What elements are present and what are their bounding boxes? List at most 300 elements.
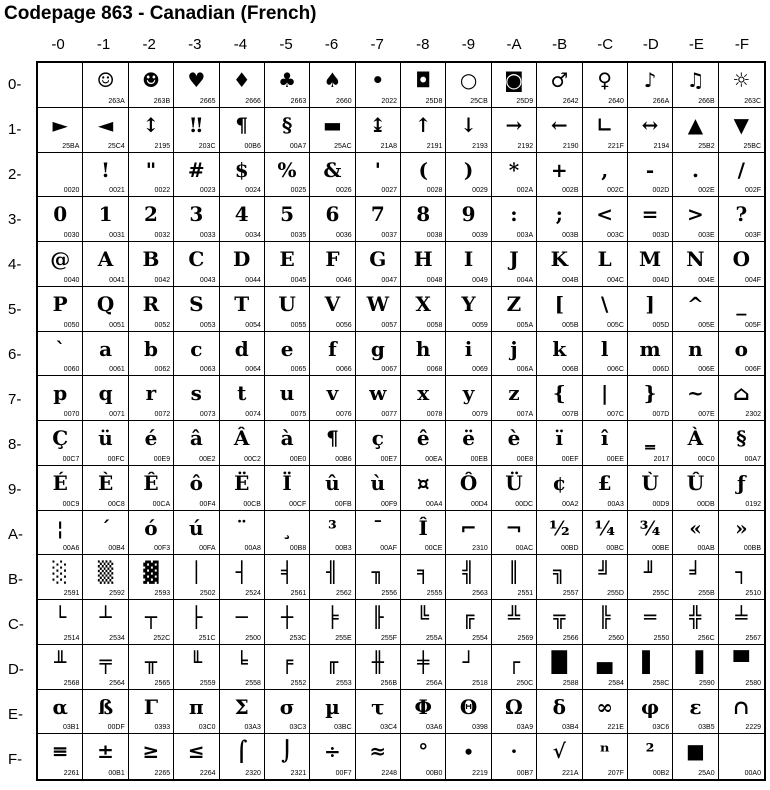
- char-cell: [446, 197, 491, 242]
- unicode-code: 2321: [290, 770, 307, 777]
- unicode-code: 21A8: [380, 142, 397, 150]
- char-glyph: █: [551, 649, 567, 674]
- char-cell: [38, 734, 83, 779]
- char-glyph: 1: [98, 202, 113, 227]
- unicode-code: 007B: [562, 411, 579, 418]
- char-cell: [129, 600, 174, 645]
- char-cell: [310, 421, 355, 466]
- unicode-code: 0079: [472, 411, 488, 418]
- char-glyph: u: [279, 381, 295, 406]
- char-glyph: ░: [52, 560, 68, 585]
- char-cell: [446, 287, 491, 332]
- char-glyph: ═: [644, 605, 657, 629]
- char-glyph: ♣: [278, 68, 297, 92]
- char-cell: [220, 466, 265, 511]
- unicode-code: 2510: [745, 590, 761, 597]
- char-glyph: U: [278, 291, 296, 316]
- char-glyph: ╥: [144, 649, 157, 674]
- char-cell: [673, 734, 718, 779]
- unicode-code: 004A: [516, 276, 534, 284]
- char-glyph: I: [463, 247, 474, 271]
- char-cell: [446, 600, 491, 645]
- char-glyph: τ: [371, 694, 385, 719]
- char-glyph: ': [374, 157, 381, 182]
- char-cell: [446, 511, 491, 556]
- char-glyph: ╠: [598, 605, 611, 629]
- unicode-code: 258C: [652, 679, 670, 687]
- unicode-code: 2190: [562, 142, 579, 150]
- char-glyph: ╨: [54, 649, 67, 674]
- unicode-code: 0078: [426, 411, 443, 418]
- char-glyph: 9: [461, 202, 476, 227]
- unicode-code: 00AC: [515, 545, 534, 553]
- char-cell: [310, 108, 355, 153]
- unicode-code: 25C4: [108, 142, 125, 150]
- unicode-code: 0055: [290, 321, 307, 329]
- char-cell: [174, 242, 219, 287]
- char-glyph: ∙: [463, 739, 474, 764]
- char-cell: [673, 153, 718, 198]
- char-cell: [310, 466, 355, 511]
- char-cell: [401, 555, 446, 600]
- char-cell: [583, 242, 628, 287]
- char-cell: [537, 690, 582, 735]
- char-cell: [83, 108, 128, 153]
- char-cell: [129, 511, 174, 556]
- char-cell: [265, 376, 310, 421]
- char-cell: [673, 690, 718, 735]
- unicode-code: 00BD: [560, 545, 579, 553]
- unicode-code: 2017: [653, 455, 670, 463]
- char-glyph: T: [234, 291, 250, 316]
- char-cell: [401, 153, 446, 198]
- unicode-code: 00FB: [334, 500, 352, 508]
- unicode-code: 002A: [516, 187, 534, 195]
- char-cell: [492, 242, 537, 287]
- unicode-code: 004C: [607, 276, 624, 284]
- char-cell: [310, 376, 355, 421]
- char-cell: [537, 734, 582, 779]
- column-header: -D: [642, 36, 659, 53]
- char-glyph: `: [55, 336, 66, 361]
- char-glyph: Σ: [234, 694, 249, 719]
- char-glyph: ↔: [641, 112, 659, 137]
- unicode-code: 2534: [109, 634, 125, 642]
- unicode-code: 00E9: [153, 455, 171, 463]
- char-glyph: Θ: [459, 694, 478, 719]
- char-cell: [38, 108, 83, 153]
- unicode-code: 2192: [517, 142, 534, 150]
- unicode-code: 005B: [562, 321, 579, 329]
- unicode-code: 00FC: [107, 455, 125, 463]
- char-glyph: ": [145, 157, 157, 182]
- char-cell: [129, 421, 174, 466]
- char-cell: [537, 600, 582, 645]
- char-cell: [310, 734, 355, 779]
- char-cell: [174, 332, 219, 377]
- char-cell: [628, 466, 673, 511]
- char-glyph: L: [597, 247, 612, 271]
- char-cell: [492, 555, 537, 600]
- char-cell: [310, 555, 355, 600]
- char-cell: [583, 287, 628, 332]
- unicode-code: 0053: [199, 321, 216, 329]
- char-glyph: ┼: [281, 605, 294, 629]
- char-glyph: ←: [550, 112, 568, 137]
- unicode-code: 00B6: [335, 455, 352, 463]
- unicode-code: 003F: [745, 232, 761, 239]
- char-cell: [537, 242, 582, 287]
- unicode-code: 2022: [381, 97, 397, 105]
- char-glyph: Â: [233, 426, 250, 450]
- char-cell: [38, 332, 83, 377]
- unicode-code: 003E: [698, 232, 715, 239]
- char-glyph: >: [687, 202, 704, 227]
- char-cell: [129, 242, 174, 287]
- char-cell: [401, 645, 446, 690]
- char-glyph: a: [99, 336, 113, 361]
- unicode-code: 2194: [653, 142, 670, 150]
- unicode-code: 0035: [290, 232, 307, 239]
- char-cell: [446, 421, 491, 466]
- char-glyph: S: [189, 291, 204, 316]
- char-cell: [719, 511, 764, 556]
- char-glyph: ¤: [416, 470, 430, 495]
- char-glyph: ╫: [371, 649, 384, 674]
- row-header: 1-: [8, 121, 22, 138]
- char-glyph: ³: [328, 515, 337, 540]
- unicode-code: 03C3: [289, 724, 307, 732]
- unicode-code: 0039: [472, 232, 488, 239]
- unicode-code: 0069: [472, 366, 488, 374]
- unicode-code: 2567: [745, 634, 761, 642]
- unicode-code: 2500: [245, 634, 261, 642]
- char-glyph: ╧: [735, 605, 748, 629]
- char-glyph: k: [552, 336, 567, 361]
- char-cell: [220, 63, 265, 108]
- char-glyph: /: [737, 157, 745, 182]
- char-cell: [719, 734, 764, 779]
- unicode-code: 2590: [699, 679, 715, 687]
- unicode-code: 00A7: [744, 455, 761, 463]
- unicode-code: 0036: [336, 232, 352, 239]
- char-glyph: p: [53, 381, 68, 406]
- column-header: -B: [552, 36, 568, 53]
- char-cell: [446, 466, 491, 511]
- char-glyph: ): [463, 157, 474, 182]
- char-glyph: N: [686, 247, 705, 271]
- char-glyph: ▓: [143, 560, 159, 585]
- char-glyph: ▼: [733, 112, 749, 137]
- unicode-code: 00B1: [108, 770, 125, 777]
- unicode-code: 005C: [607, 321, 624, 329]
- unicode-code: 251C: [198, 634, 216, 642]
- unicode-code: 0044: [245, 276, 261, 284]
- char-cell: [401, 287, 446, 332]
- char-cell: [356, 690, 401, 735]
- char-glyph: _: [736, 291, 747, 316]
- char-cell: [583, 332, 628, 377]
- char-cell: [265, 332, 310, 377]
- char-glyph: g: [370, 336, 385, 361]
- column-header: -7: [370, 36, 384, 53]
- char-glyph: d: [234, 336, 249, 361]
- char-cell: [129, 734, 174, 779]
- row-header: B-: [8, 571, 23, 588]
- char-cell: [401, 108, 446, 153]
- unicode-code: 0054: [245, 321, 261, 329]
- char-glyph: ≈: [369, 739, 387, 764]
- unicode-code: 2560: [608, 634, 624, 642]
- unicode-code: 255E: [335, 634, 352, 642]
- unicode-code: 0059: [472, 321, 488, 329]
- unicode-code: 221F: [607, 142, 624, 150]
- char-cell: [673, 376, 718, 421]
- char-cell: [446, 108, 491, 153]
- char-cell: [356, 63, 401, 108]
- char-glyph: %: [277, 157, 297, 182]
- char-cell: [310, 63, 355, 108]
- unicode-code: 00EA: [425, 455, 443, 463]
- unicode-code: 0065: [290, 366, 307, 374]
- char-cell: [583, 600, 628, 645]
- unicode-code: 006D: [652, 366, 670, 374]
- char-glyph: ♀: [597, 68, 612, 92]
- unicode-code: 0056: [336, 321, 352, 329]
- char-cell: [129, 376, 174, 421]
- char-cell: [628, 421, 673, 466]
- char-glyph: {: [552, 381, 566, 406]
- char-glyph: ó: [144, 515, 158, 540]
- unicode-code: 00FA: [199, 545, 216, 553]
- unicode-code: 2553: [336, 679, 352, 687]
- char-cell: [129, 332, 174, 377]
- char-glyph: ‼: [190, 112, 203, 137]
- char-cell: [38, 63, 83, 108]
- unicode-code: 0057: [381, 321, 397, 329]
- char-cell: [310, 197, 355, 242]
- char-glyph: ¨: [236, 515, 247, 540]
- char-cell: [537, 421, 582, 466]
- unicode-code: 0028: [426, 187, 443, 195]
- char-cell: [492, 511, 537, 556]
- char-glyph: ↕: [142, 112, 160, 137]
- column-header: -1: [96, 36, 111, 53]
- char-glyph: ‗: [645, 426, 656, 450]
- char-cell: [129, 690, 174, 735]
- char-cell: [401, 690, 446, 735]
- unicode-code: 00A2: [562, 500, 579, 508]
- char-cell: [492, 734, 537, 779]
- char-glyph: ╜: [644, 560, 657, 585]
- char-glyph: ¸: [282, 515, 293, 540]
- char-cell: [83, 734, 128, 779]
- unicode-code: 00A8: [244, 545, 261, 553]
- char-glyph: @: [50, 247, 71, 271]
- char-glyph: V: [324, 291, 341, 316]
- unicode-code: 2556: [381, 590, 397, 597]
- char-cell: [310, 690, 355, 735]
- char-glyph: c: [190, 336, 203, 361]
- unicode-code: 2524: [245, 590, 261, 597]
- row-header: 7-: [8, 391, 22, 408]
- unicode-code: 253C: [289, 634, 307, 642]
- char-cell: [83, 376, 128, 421]
- unicode-code: 0021: [109, 187, 125, 195]
- char-cell: [310, 242, 355, 287]
- char-glyph: ]: [645, 291, 655, 316]
- unicode-code: 0052: [154, 321, 171, 329]
- unicode-code: 0038: [426, 232, 443, 239]
- char-cell: [38, 645, 83, 690]
- char-glyph: ☼: [732, 68, 751, 92]
- char-cell: [265, 242, 310, 287]
- char-glyph: §: [736, 426, 747, 450]
- char-cell: [265, 690, 310, 735]
- char-glyph: t: [237, 381, 247, 406]
- char-cell: [174, 466, 219, 511]
- unicode-code: 03B4: [562, 724, 579, 732]
- unicode-code: 00F9: [381, 500, 397, 508]
- char-cell: [673, 600, 718, 645]
- char-cell: [174, 153, 219, 198]
- unicode-code: 03B5: [698, 724, 715, 732]
- char-cell: [719, 197, 764, 242]
- unicode-code: 00E7: [380, 455, 397, 463]
- char-glyph: D: [233, 247, 251, 271]
- char-cell: [174, 421, 219, 466]
- unicode-code: 00CB: [243, 500, 261, 508]
- unicode-code: 00CF: [289, 500, 307, 508]
- char-cell: [83, 63, 128, 108]
- char-glyph: ï: [555, 426, 564, 450]
- unicode-code: 00AB: [697, 545, 715, 553]
- char-cell: [220, 153, 265, 198]
- column-header: -2: [142, 36, 156, 53]
- unicode-code: 00C8: [108, 500, 125, 508]
- char-glyph: µ: [325, 694, 340, 719]
- char-glyph: F: [325, 247, 340, 271]
- unicode-code: 255A: [426, 634, 443, 642]
- unicode-code: 006E: [698, 366, 715, 374]
- char-cell: [446, 555, 491, 600]
- unicode-code: 00B2: [652, 770, 670, 777]
- char-glyph: ┘: [462, 649, 475, 674]
- unicode-code: 2555: [426, 590, 443, 597]
- char-glyph: Q: [96, 291, 115, 316]
- unicode-code: 03A3: [244, 724, 261, 732]
- char-cell: [492, 332, 537, 377]
- unicode-code: 0063: [199, 366, 216, 374]
- char-glyph: +: [550, 157, 568, 182]
- char-cell: [628, 376, 673, 421]
- char-cell: [537, 197, 582, 242]
- char-cell: [401, 63, 446, 108]
- char-glyph: ·: [510, 739, 518, 764]
- char-cell: [38, 466, 83, 511]
- char-cell: [673, 63, 718, 108]
- char-cell: [220, 242, 265, 287]
- char-cell: [129, 197, 174, 242]
- char-cell: [220, 376, 265, 421]
- char-cell: [673, 421, 718, 466]
- char-cell: [446, 332, 491, 377]
- char-cell: [220, 555, 265, 600]
- char-glyph: (: [418, 157, 428, 182]
- char-glyph: [38, 157, 82, 183]
- char-glyph: ?: [735, 202, 748, 227]
- unicode-code: 00CA: [152, 500, 171, 508]
- codepage-grid: [36, 61, 766, 781]
- char-cell: [38, 287, 83, 332]
- char-cell: [492, 645, 537, 690]
- char-glyph: °: [418, 739, 429, 764]
- unicode-code: 2195: [154, 142, 171, 150]
- char-cell: [401, 600, 446, 645]
- unicode-code: 25CB: [470, 97, 488, 105]
- char-glyph: 3: [189, 202, 204, 227]
- unicode-code: 0393: [154, 724, 171, 732]
- char-cell: [719, 153, 764, 198]
- unicode-code: 2551: [517, 590, 534, 597]
- char-cell: [401, 332, 446, 377]
- char-cell: [356, 108, 401, 153]
- char-glyph: ♠: [323, 68, 342, 92]
- char-glyph: 2: [143, 202, 158, 227]
- char-cell: [492, 153, 537, 198]
- char-cell: [492, 287, 537, 332]
- unicode-code: 0060: [63, 366, 80, 374]
- char-glyph: ∩: [732, 694, 750, 719]
- char-cell: [265, 511, 310, 556]
- row-header: 8-: [8, 436, 22, 453]
- char-cell: [673, 466, 718, 511]
- char-glyph: ≡: [51, 739, 69, 764]
- char-cell: [492, 466, 537, 511]
- char-glyph: ↑: [414, 112, 432, 137]
- unicode-code: 2559: [199, 679, 216, 687]
- char-cell: [583, 153, 628, 198]
- char-cell: [174, 197, 219, 242]
- unicode-code: 0022: [154, 187, 171, 195]
- unicode-code: 2565: [154, 679, 171, 687]
- char-cell: [583, 511, 628, 556]
- char-glyph: é: [144, 426, 158, 450]
- char-glyph: K: [550, 247, 568, 271]
- char-glyph: ╛: [689, 560, 702, 585]
- char-glyph: ε: [689, 694, 702, 719]
- char-cell: [38, 600, 83, 645]
- unicode-code: 005E: [698, 321, 715, 329]
- char-glyph: ╘: [235, 649, 248, 674]
- char-glyph: ▀: [733, 649, 749, 674]
- char-glyph: o: [734, 336, 748, 361]
- char-cell: [719, 332, 764, 377]
- unicode-code: 00B3: [335, 545, 352, 553]
- row-header: 5-: [8, 301, 22, 318]
- char-glyph: E: [279, 247, 295, 271]
- char-glyph: [: [554, 291, 565, 316]
- column-header: -A: [506, 36, 522, 53]
- char-cell: [628, 555, 673, 600]
- char-glyph: Ω: [505, 694, 523, 719]
- char-glyph: φ: [641, 694, 660, 719]
- char-glyph: ≤: [187, 739, 205, 764]
- char-glyph: ♂: [550, 68, 569, 92]
- unicode-code: 00DC: [515, 500, 534, 508]
- char-glyph: b: [143, 336, 158, 361]
- unicode-code: 0076: [336, 411, 352, 418]
